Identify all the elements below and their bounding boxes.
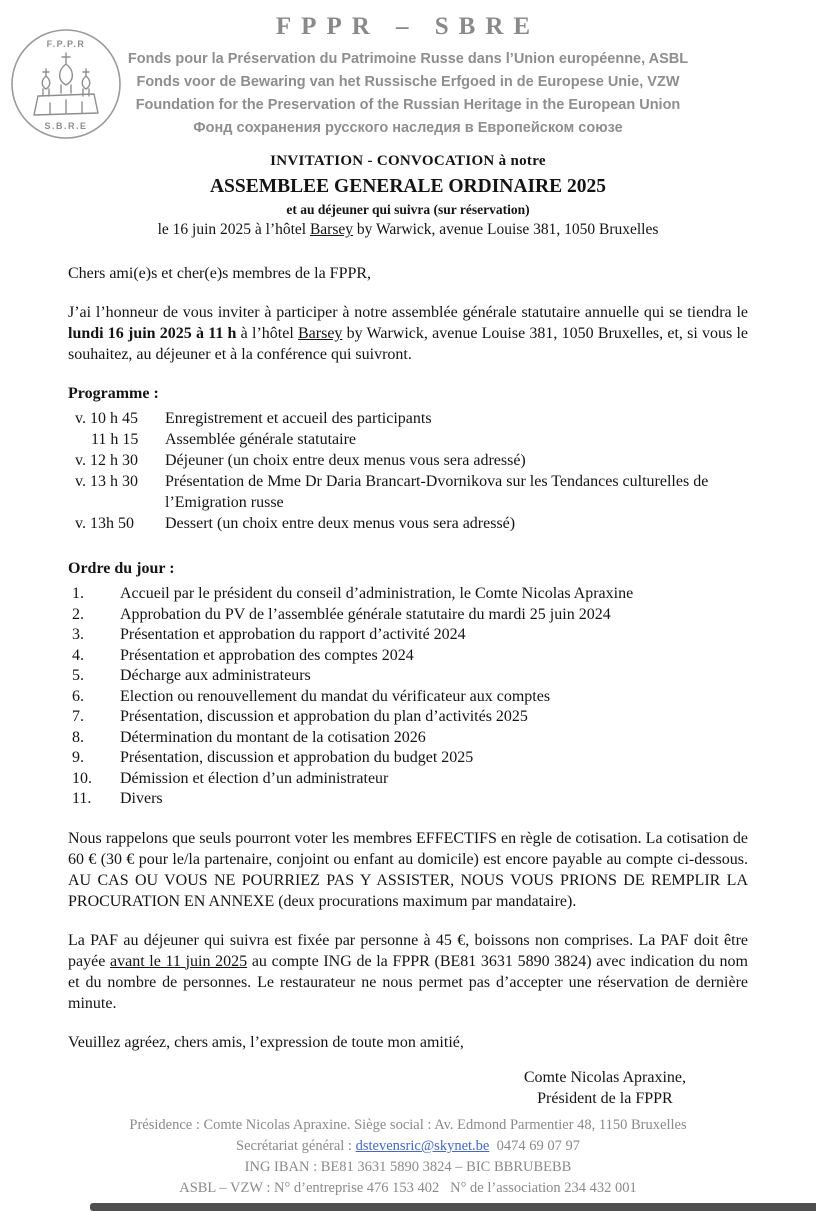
- agenda-item: [68, 625, 748, 646]
- programme-time: 11 h 15: [91, 431, 139, 448]
- org-name-ru: Фонд сохранения русского наследия в Европейском союзе: [193, 120, 623, 136]
- hotel-name: Barsey: [297, 325, 343, 342]
- footer-secretariat-line: [0, 1136, 816, 1157]
- agenda-item: [68, 605, 748, 626]
- agenda-number: 1.: [72, 585, 84, 602]
- agenda-text: Détermination du montant de la cotisation 2026: [120, 728, 426, 746]
- header: [0, 0, 816, 140]
- lunch-note: et au déjeuner qui suivra (sur réservation): [286, 202, 530, 217]
- date-location-post: by Warwick, avenue Louise 381, 1050 Bruxelles: [353, 221, 659, 238]
- org-names-block: [0, 48, 816, 140]
- agenda-item: [68, 687, 748, 708]
- agenda-item: [68, 728, 748, 749]
- agenda-text: Démission et élection d’un administrateur: [120, 769, 389, 787]
- programme-desc: Déjeuner (un choix entre deux menus vous sera adressé): [165, 452, 526, 469]
- agenda-text: Présentation, discussion et approbation du budget 2025: [120, 749, 474, 766]
- org-acronym-title: FPPR – SBRE: [275, 13, 541, 40]
- programme-desc: Dessert (un choix entre deux menus vous sera adressé): [165, 515, 516, 532]
- programme-desc: Présentation de Mme Dr Daria Brancart-Dvornikova sur les Tendances culturelles de l’Emigration russe: [165, 473, 709, 511]
- org-name-fr: Fonds pour la Préservation du Patrimoine Russe dans l’Union européenne, ASBL: [127, 51, 689, 67]
- secretariat-email-link[interactable]: dstevensric@skynet.be: [355, 1138, 490, 1154]
- signature-block: [524, 1067, 686, 1109]
- agenda-text: Présentation et approbation du rapport d’activité 2024: [120, 626, 466, 643]
- programme-list: [68, 408, 748, 534]
- intro-text-2: à l’hôtel: [236, 325, 298, 342]
- agenda-number: 3.: [72, 626, 84, 643]
- org-name-en: Foundation for the Preservation of the Russian Heritage in the European Union: [135, 97, 681, 113]
- agenda-number: 4.: [72, 646, 84, 664]
- agenda-number: 7.: [72, 708, 84, 725]
- voting-note-paragraph: Nous rappelons que seuls pourront voter les membres EFFECTIFS en règle de cotisation. La cotisation de 60 € (30 € pour le/la partenaire, conjoint ou enfant au domicile) est encore payable au compte ci-dessous. AU CAS OU VOUS NE POURRIEZ PAS Y ASSISTER, NOUS VOUS PRIONS DE REMPLIR LA PROCURATION EN ANNEXE (deux procurations maximum par mandataire).: [68, 829, 748, 910]
- intro-text-3: by Warwick, avenue Louise 381, 1050 Bruxelles, et, si vous le souhaitez, au déjeuner et à la conférence qui suivront.: [68, 325, 749, 363]
- logo-bottom-text: S.B.R.E: [44, 121, 88, 131]
- footer-asbl-line: ASBL – VZW : N° d’entreprise 476 153 402 N° de l’association 234 432 001: [179, 1180, 637, 1196]
- meeting-datetime: lundi 16 juin 2025 à 11 h: [68, 325, 237, 342]
- date-location-pre: le 16 juin 2025 à l’hôtel: [157, 221, 310, 238]
- agenda-text: Approbation du PV de l’assemblée générale statutaire du mardi 25 juin 2024: [120, 605, 611, 623]
- programme-time: v. 13h 50: [75, 515, 134, 532]
- signature-name: Comte Nicolas Apraxine,: [523, 1068, 686, 1086]
- programme-item: [68, 429, 748, 450]
- hotel-name: Barsey: [309, 221, 354, 238]
- agenda-text: Election ou renouvellement du mandat du vérificateur aux comptes: [120, 687, 551, 705]
- agenda-number: 11.: [72, 790, 92, 807]
- fppr-church-logo-icon: [10, 5, 122, 151]
- agenda-item: [68, 769, 748, 790]
- paf-text-2: au compte ING de la FPPR (BE81 3631 5890 3824) avec indication du nom et du nombre de personnes. Le restaurateur ne nous permet pas d’accepter une réservation de dernière minute.: [68, 952, 749, 1012]
- page-bottom-edge: [90, 1203, 816, 1211]
- agenda-number: 9.: [72, 749, 84, 766]
- programme-time: v. 10 h 45: [75, 410, 138, 427]
- agenda-text: Présentation et approbation des comptes 2024: [120, 646, 414, 664]
- programme-item: [68, 408, 748, 429]
- invitation-heading: [0, 153, 816, 239]
- agenda-number: 6.: [72, 687, 84, 705]
- letter-body: [68, 263, 748, 1109]
- agenda-item: [68, 666, 748, 687]
- agenda-number: 5.: [72, 667, 84, 684]
- agenda-item: [68, 584, 748, 605]
- letter-footer: [0, 1115, 816, 1199]
- salutation: Chers ami(e)s et cher(e)s membres de la FPPR,: [68, 265, 372, 282]
- agenda-item: [68, 646, 748, 667]
- programme-item: [68, 513, 748, 534]
- intro-paragraph: [68, 302, 748, 365]
- footer-iban-line: ING IBAN : BE81 3631 5890 3824 – BIC BBRUBEBB: [244, 1159, 572, 1175]
- agenda-list: [68, 584, 748, 810]
- paf-paragraph: [68, 930, 748, 1014]
- agenda-number: 2.: [72, 605, 84, 623]
- agenda-text: Accueil par le président du conseil d’administration, le Comte Nicolas Apraxine: [120, 585, 634, 602]
- assembly-title: ASSEMBLEE GENERALE ORDINAIRE 2025: [209, 176, 607, 197]
- signature-title: Président de la FPPR: [537, 1089, 673, 1107]
- closing-line: Veuillez agréez, chers amis, l’expression de toute mon amitié,: [68, 1033, 464, 1051]
- agenda-item: [68, 748, 748, 769]
- programme-time: v. 13 h 30: [75, 473, 138, 490]
- programme-item: [68, 471, 748, 513]
- paf-text-1: La PAF au déjeuner qui suivra est fixée par personne à 45 €, boissons non comprises. La PAF doit être payée: [68, 931, 748, 970]
- programme-item: [68, 450, 748, 471]
- programme-time: v. 12 h 30: [75, 452, 138, 469]
- footer-presidence-line: Présidence : Comte Nicolas Apraxine. Siège social : Av. Edmond Parmentier 48, 1150 Bruxelles: [129, 1117, 687, 1133]
- agenda-item: [68, 789, 748, 810]
- org-name-nl: Fonds voor de Bewaring van het Russische Erfgoed in de Europese Unie, VZW: [136, 74, 680, 90]
- programme-desc: Enregistrement et accueil des participants: [165, 410, 432, 427]
- payment-deadline: avant le 11 juin 2025: [109, 952, 248, 970]
- secretariat-phone: 0474 69 07 97: [489, 1138, 580, 1154]
- agenda-title: Ordre du jour :: [68, 560, 175, 577]
- agenda-text: Décharge aux administrateurs: [120, 667, 311, 684]
- agenda-text: Divers: [120, 790, 163, 807]
- intro-text-1: J’ai l’honneur de vous inviter à participer à notre assemblée générale statutaire annuelle qui se tiendra le: [68, 304, 748, 321]
- programme-title: Programme :: [68, 385, 159, 402]
- agenda-item: [68, 707, 748, 728]
- invitation-line: INVITATION - CONVOCATION à notre: [270, 153, 546, 169]
- agenda-number: 10.: [72, 769, 92, 787]
- agenda-text: Présentation, discussion et approbation du plan d’activités 2025: [120, 708, 528, 725]
- secretariat-label: Secrétariat général :: [236, 1138, 356, 1154]
- agenda-number: 8.: [72, 728, 84, 746]
- logo-top-text: F.P.P.R: [46, 39, 86, 49]
- programme-desc: Assemblée générale statutaire: [165, 431, 357, 448]
- date-location-line: [0, 221, 816, 239]
